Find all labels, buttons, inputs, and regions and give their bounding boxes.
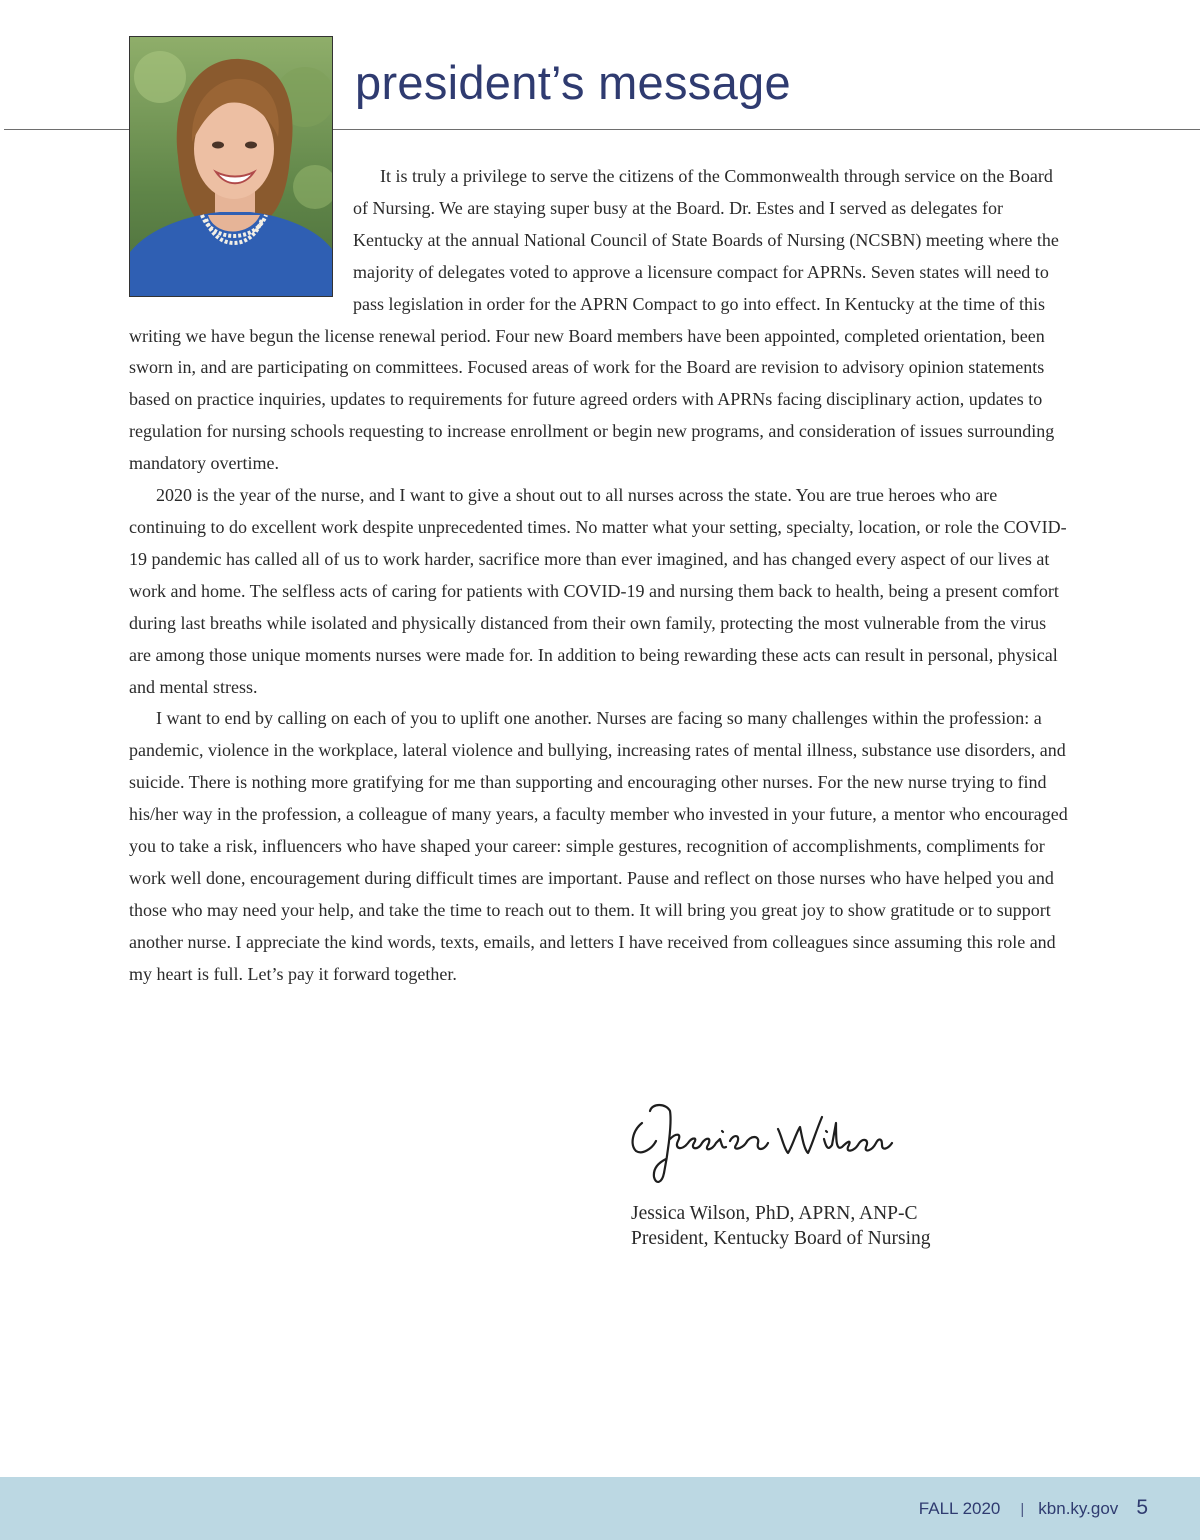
footer-website-link[interactable]: kbn.ky.gov (1038, 1499, 1119, 1518)
signature-block (631, 1201, 931, 1251)
page-footer (0, 1477, 1200, 1540)
page-title: president’s message (355, 56, 791, 109)
footer-issue: FALL 2020 (918, 1499, 1001, 1518)
footer-info (919, 1496, 1148, 1520)
signer-title: President, Kentucky Board of Nursing (631, 1228, 931, 1249)
handwritten-signature (622, 1093, 902, 1193)
signer-name: Jessica Wilson, PhD, APRN, ANP-C (631, 1203, 918, 1224)
page-number: 5 (1136, 1496, 1148, 1519)
footer-separator: | (1020, 1501, 1025, 1518)
message-paragraph-2: 2020 is the year of the nurse, and I want to give a shout out to all nurses across the state. You are true heroes who are continuing to do excellent work despite unprecedented times. No matter what your setting, specialty, location, or role the COVID-19 pandemic has called all of us to work harder, sacrifice more than ever imagined, and has changed every aspect of our lives at work and home. The selfless acts of caring for patients with COVID-19 and nursing them back to health, being a present comfort during last breaths while isolated and physically distanced from their own family, protecting the most vulnerable from the virus are among those unique moments nurses were made for. In addition to being rewarding these acts can result in personal, physical and mental stress. (129, 485, 1067, 697)
message-paragraph-1: It is truly a privilege to serve the citizens of the Commonwealth through service on the Board of Nursing. We are staying super busy at the Board. Dr. Estes and I served as delegates for Kentucky at the annual National Council of State Boards of Nursing (NCSBN) meeting where the majority of delegates voted to approve a licensure compact for APRNs. Seven states will need to pass legislation in order for the APRN Compact to go into effect. In Kentucky at the time of this writing we have begun the license renewal period. Four new Board members have been appointed, completed orientation, been sworn in, and are participating on committees. Focused areas of work for the Board are revision to advisory opinion statements based on practice inquiries, updates to requirements for future agreed orders with APRNs facing disciplinary action, updates to regulation for nursing schools requesting to increase enrollment or begin new programs, and consideration of issues surrounding mandatory overtime. (129, 166, 1059, 474)
president-photo (129, 36, 333, 297)
message-paragraph-3: I want to end by calling on each of you to uplift one another. Nurses are facing so many challenges within the profession: a pandemic, violence in the workplace, lateral violence and bullying, increasing rates of mental illness, substance use disorders, and suicide. There is nothing more gratifying for me than supporting and encouraging other nurses. For the new nurse trying to find his/her way in the profession, a colleague of many years, a faculty member who invested in your future, a mentor who encouraged you to take a risk, influencers who have shaped your career: simple gestures, recognition of accomplishments, compliments for work well done, encouragement during difficult times are important. Pause and reflect on those nurses who have helped you and those who may need your help, and take the time to reach out to them. It will bring you great joy to show gratitude or to support another nurse. I appreciate the kind words, texts, emails, and letters I have received from colleagues since assuming this role and my heart is full. Let’s pay it forward together. (129, 708, 1068, 984)
